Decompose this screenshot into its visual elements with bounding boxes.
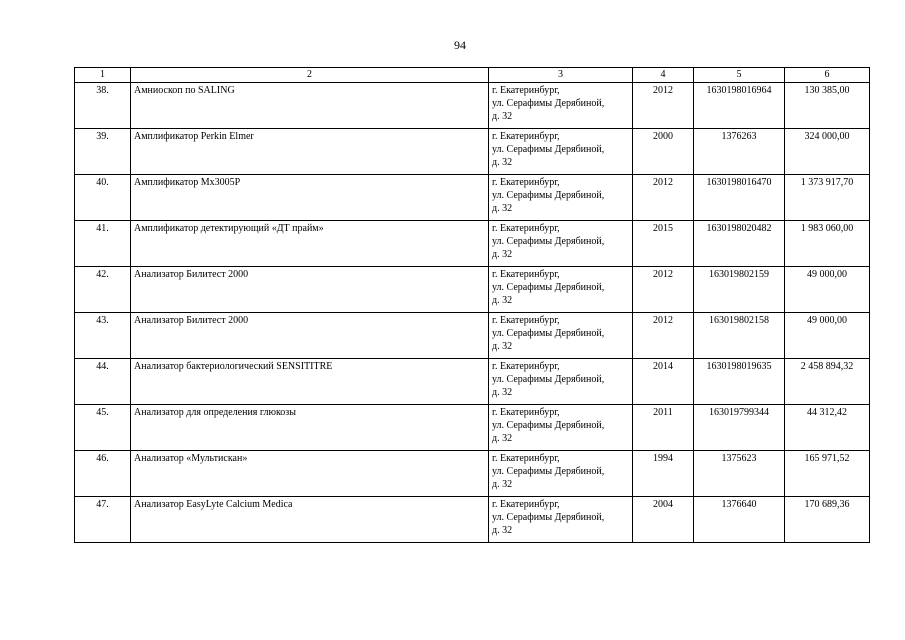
year: 2012 <box>633 313 694 359</box>
table-row <box>75 175 870 221</box>
location-address <box>489 359 633 405</box>
address-line: г. Екатеринбург, <box>492 177 560 188</box>
address-line: ул. Серафимы Дерябиной, <box>492 282 605 293</box>
cost-value: 44 312,42 <box>785 405 870 451</box>
row-number: 47. <box>75 497 131 543</box>
inventory-number: 1630198019635 <box>694 359 785 405</box>
row-number: 46. <box>75 451 131 497</box>
column-header-1: 1 <box>75 68 131 83</box>
location-address <box>489 129 633 175</box>
table-row <box>75 497 870 543</box>
address-line: ул. Серафимы Дерябиной, <box>492 236 605 247</box>
row-number: 41. <box>75 221 131 267</box>
address-line: г. Екатеринбург, <box>492 499 560 510</box>
inventory-number: 1375623 <box>694 451 785 497</box>
address-line: г. Екатеринбург, <box>492 315 560 326</box>
year: 2014 <box>633 359 694 405</box>
inventory-number: 163019799344 <box>694 405 785 451</box>
address-line: ул. Серафимы Дерябиной, <box>492 512 605 523</box>
equipment-name: Анализатор Билитест 2000 <box>131 313 489 359</box>
year: 2012 <box>633 83 694 129</box>
cost-value: 1 373 917,70 <box>785 175 870 221</box>
location-address <box>489 175 633 221</box>
inventory-number: 1376263 <box>694 129 785 175</box>
table-row <box>75 451 870 497</box>
inventory-number: 163019802159 <box>694 267 785 313</box>
address-line: ул. Серафимы Дерябиной, <box>492 420 605 431</box>
address-line: г. Екатеринбург, <box>492 361 560 372</box>
address-line: ул. Серафимы Дерябиной, <box>492 374 605 385</box>
row-number: 43. <box>75 313 131 359</box>
location-address <box>489 83 633 129</box>
year: 2012 <box>633 175 694 221</box>
location-address <box>489 221 633 267</box>
column-header-2: 2 <box>131 68 489 83</box>
table-body <box>75 83 870 543</box>
table-row <box>75 129 870 175</box>
inventory-number: 1630198020482 <box>694 221 785 267</box>
address-line: ул. Серафимы Дерябиной, <box>492 466 605 477</box>
row-number: 38. <box>75 83 131 129</box>
table-row <box>75 83 870 129</box>
location-address <box>489 451 633 497</box>
cost-value: 49 000,00 <box>785 313 870 359</box>
year: 2004 <box>633 497 694 543</box>
cost-value: 49 000,00 <box>785 267 870 313</box>
address-line: д. 32 <box>492 341 513 352</box>
column-header-5: 5 <box>694 68 785 83</box>
column-header-4: 4 <box>633 68 694 83</box>
inventory-number: 1630198016964 <box>694 83 785 129</box>
year: 2011 <box>633 405 694 451</box>
inventory-number: 163019802158 <box>694 313 785 359</box>
address-line: д. 32 <box>492 295 513 306</box>
address-line: д. 32 <box>492 479 513 490</box>
year: 1994 <box>633 451 694 497</box>
row-number: 39. <box>75 129 131 175</box>
column-header-3: 3 <box>489 68 633 83</box>
address-line: д. 32 <box>492 111 513 122</box>
address-line: г. Екатеринбург, <box>492 407 560 418</box>
address-line: д. 32 <box>492 249 513 260</box>
address-line: ул. Серафимы Дерябиной, <box>492 144 605 155</box>
address-line: г. Екатеринбург, <box>492 453 560 464</box>
page-number: 94 <box>454 38 466 52</box>
table-row <box>75 267 870 313</box>
location-address <box>489 313 633 359</box>
cost-value: 165 971,52 <box>785 451 870 497</box>
address-line: ул. Серафимы Дерябиной, <box>492 98 605 109</box>
address-line: д. 32 <box>492 203 513 214</box>
equipment-name: Амниоскоп по SALING <box>131 83 489 129</box>
row-number: 42. <box>75 267 131 313</box>
equipment-name: Анализатор EasyLyte Calcium Medica <box>131 497 489 543</box>
address-line: д. 32 <box>492 157 513 168</box>
column-header-6: 6 <box>785 68 870 83</box>
inventory-number: 1376640 <box>694 497 785 543</box>
cost-value: 2 458 894,32 <box>785 359 870 405</box>
row-number: 40. <box>75 175 131 221</box>
address-line: г. Екатеринбург, <box>492 269 560 280</box>
table-header-row <box>75 68 870 83</box>
year: 2012 <box>633 267 694 313</box>
cost-value: 130 385,00 <box>785 83 870 129</box>
equipment-name: Амплификатор Perkin Elmer <box>131 129 489 175</box>
row-number: 45. <box>75 405 131 451</box>
table-row <box>75 221 870 267</box>
equipment-name: Анализатор для определения глюкозы <box>131 405 489 451</box>
equipment-name: Анализатор Билитест 2000 <box>131 267 489 313</box>
table-row <box>75 359 870 405</box>
table-row <box>75 405 870 451</box>
address-line: д. 32 <box>492 433 513 444</box>
address-line: д. 32 <box>492 387 513 398</box>
location-address <box>489 497 633 543</box>
location-address <box>489 267 633 313</box>
address-line: г. Екатеринбург, <box>492 223 560 234</box>
equipment-name: Анализатор «Мультискан» <box>131 451 489 497</box>
year: 2000 <box>633 129 694 175</box>
address-line: ул. Серафимы Дерябиной, <box>492 190 605 201</box>
year: 2015 <box>633 221 694 267</box>
cost-value: 1 983 060,00 <box>785 221 870 267</box>
cost-value: 170 689,36 <box>785 497 870 543</box>
table-row <box>75 313 870 359</box>
cost-value: 324 000,00 <box>785 129 870 175</box>
address-line: г. Екатеринбург, <box>492 131 560 142</box>
location-address <box>489 405 633 451</box>
row-number: 44. <box>75 359 131 405</box>
address-line: г. Екатеринбург, <box>492 85 560 96</box>
equipment-table <box>74 67 870 543</box>
equipment-name: Амплификатор Mx3005P <box>131 175 489 221</box>
address-line: ул. Серафимы Дерябиной, <box>492 328 605 339</box>
inventory-number: 1630198016470 <box>694 175 785 221</box>
address-line: д. 32 <box>492 525 513 536</box>
equipment-name: Амплификатор детектирующий «ДТ прайм» <box>131 221 489 267</box>
equipment-name: Анализатор бактериологический SENSITITRE <box>131 359 489 405</box>
